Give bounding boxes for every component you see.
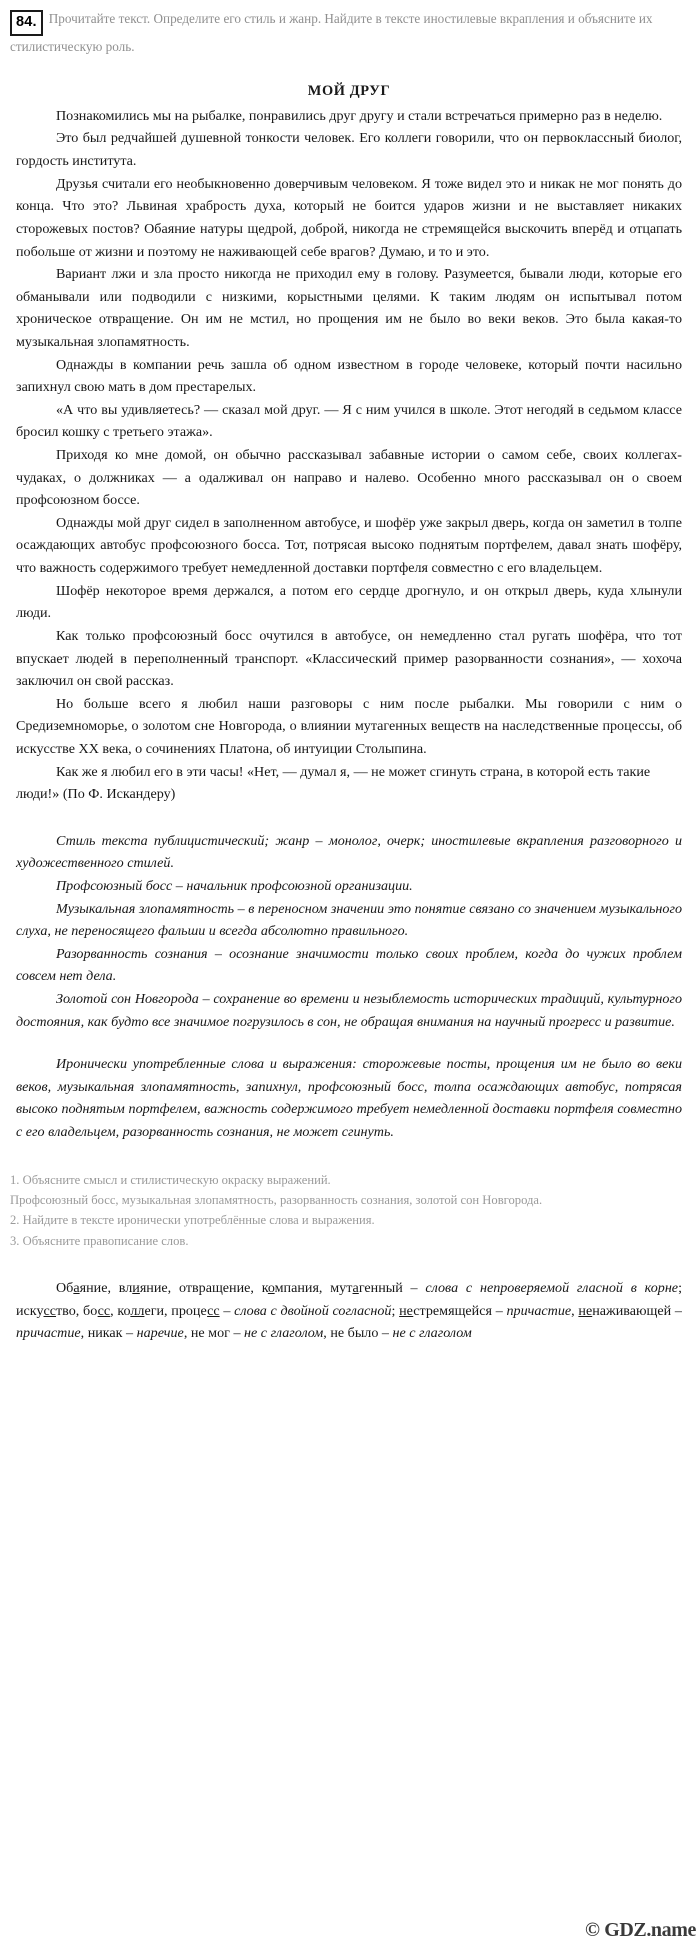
story-paragraph: Приходя ко мне домой, он обычно рассказывал забавные истории о самом себе, своих коллегах-чудаках, о должниках — а одалживал он направо и налево. Особенно много рассказывал он о своем профсоюзном боссе. bbox=[16, 447, 682, 509]
analysis-paragraph: Стиль текста публицистический; жанр – монолог, очерк; иностилевые вкрапления разговорного и художественного стилей. bbox=[16, 832, 682, 872]
analysis-paragraph: Разорванность сознания – осознание значимости только своих проблем, когда до чужих проблем совсем нет дела. bbox=[16, 945, 682, 985]
story-paragraph: Однажды в компании речь зашла об одном известном в городе человеке, который почти насильно запихнул свою мать в дом престарелых. bbox=[16, 356, 682, 396]
analysis-section bbox=[0, 830, 700, 1144]
question-item-detail: Профсоюзный босс, музыкальная злопамятность, разорванность сознания, золотой сон Новгорода. bbox=[10, 1193, 543, 1208]
story-title: МОЙ ДРУГ bbox=[307, 82, 391, 99]
questions-section bbox=[0, 1170, 700, 1252]
story-paragraph: Однажды мой друг сидел в заполненном автобусе, и шофёр уже закрыл дверь, когда он заметил в толпе осаждающих автобус профсоюзного босса. Тот, потрясая высоко поднятым портфелем, давал знать шофёру, что важность содержимого требует немедленной доставки портфеля совместно с его владельцем. bbox=[16, 514, 682, 577]
story-paragraph: Как только профсоюзный босс очутился в автобусе, он немедленно стал ругать шофёра, что тот впускает людей в переполненный транспорт. «Классический пример разорванности сознания», — хохоча заключил он свой рассказ. bbox=[16, 627, 682, 690]
story-paragraph: Вариант лжи и зла просто никогда не приходил ему в голову. Разумеется, бывали люди, которые его обманывали или подводили с низкими, корыстными целями. К таким людям он испытывал потом хроническое отвращение. Он им не мстил, но прощения им не было во веки веков. Это была какая-то музыкальная злопамятность. bbox=[16, 266, 682, 350]
story-paragraph: Друзья считали его необыкновенно доверчивым человеком. Я тоже видел это и никак не мог понять до конца. Что это? Львиная храбрость духа, который не боится ударов жизни и не выставляет никаких сторожевых постов? Обаяние натуры щедрой, доброй, никогда не стремящейся выскочить вперёд и отцапать побольше от жизни и поэтому не наживающей себе врагов? Думаю, и то и это. bbox=[16, 175, 682, 260]
exercise-number: 84. bbox=[10, 10, 43, 36]
ironic-words-paragraph: Иронически употребленные слова и выражения: сторожевые посты, прощения им не было во веки веков, музыкальная злопамятность, запихнул, профсоюзный босс, толпа осаждающих автобус, потрясая высоко поднятым портфелем, важность содержимого требует немедленной доставки портфеля совместно с его владельцем, разорванность сознания, не может сгинуть. bbox=[16, 1056, 682, 1141]
exercise-instruction: Прочитайте текст. Определите его стиль и жанр. Найдите в тексте иностилевые вкрапления и объясните их стилистическую роль. bbox=[10, 11, 653, 54]
question-item: 1. Объясните смысл и стилистическую окраску выражений. bbox=[10, 1172, 331, 1187]
spelling-notes-section bbox=[0, 1277, 700, 1345]
story-paragraph: «А что вы удивляетесь? — сказал мой друг. — Я с ним учился в школе. Этот негодяй в седьмом классе бросил кошку с третьего этажа». bbox=[16, 401, 682, 441]
story-paragraph: Как же я любил его в эти часы! «Нет, — думал я, — не может сгинуть страна, в которой есть такие люди!» (По Ф. Искандеру) bbox=[16, 763, 651, 803]
question-item: 2. Найдите в тексте иронически употреблённые слова и выражения. bbox=[10, 1213, 375, 1228]
story-paragraph: Шофёр некоторое время держался, а потом его сердце дрогнуло, и он открыл дверь, куда хлынули люди. bbox=[16, 582, 682, 622]
analysis-paragraph: Музыкальная злопамятность – в переносном значении это понятие связано со значением музыкального слуха, не переносящего фальши и всегда абсолютно правильного. bbox=[16, 900, 682, 940]
story-paragraph: Познакомились мы на рыбалке, понравились друг другу и стали встречаться примерно раз в неделю. bbox=[56, 107, 663, 124]
spelling-notes-paragraph: Обаяние, влияние, отвращение, компания, мутагенный – слова с непроверяемой гласной в корне; искусство, босс, коллеги, процесс – слова с двойной согласной; нестремящейся – причастие, ненаживающей – причастие, никак – наречие, не мог – не с глаголом, не было – не с глаголом bbox=[16, 1280, 682, 1342]
story-paragraph: Но больше всего я любил наши разговоры с ним после рыбалки. Мы говорили с ним о Средиземноморье, о золотом сне Новгорода, о влиянии мутагенных веществ на наследственные процессы, об искусстве XX века, о сочинениях Платона, об интуиции Столыпина. bbox=[16, 695, 682, 757]
analysis-paragraph: Золотой сон Новгорода – сохранение во времени и незыблемость исторических традиций, культурного достояния, как будто все значимое погрузилось в сон, не обращая внимания на научный прогресс и развитие. bbox=[16, 991, 682, 1030]
story-paragraph: Это был редчайшей душевной тонкости человек. Его коллеги говорили, что он первоклассный биолог, гордость института. bbox=[16, 130, 682, 170]
story-body bbox=[0, 83, 700, 806]
analysis-paragraph: Профсоюзный босс – начальник профсоюзной организации. bbox=[56, 877, 413, 894]
exercise-header bbox=[0, 0, 700, 61]
question-item: 3. Объясните правописание слов. bbox=[10, 1233, 189, 1248]
watermark: © GDZ.name bbox=[585, 1919, 696, 1941]
